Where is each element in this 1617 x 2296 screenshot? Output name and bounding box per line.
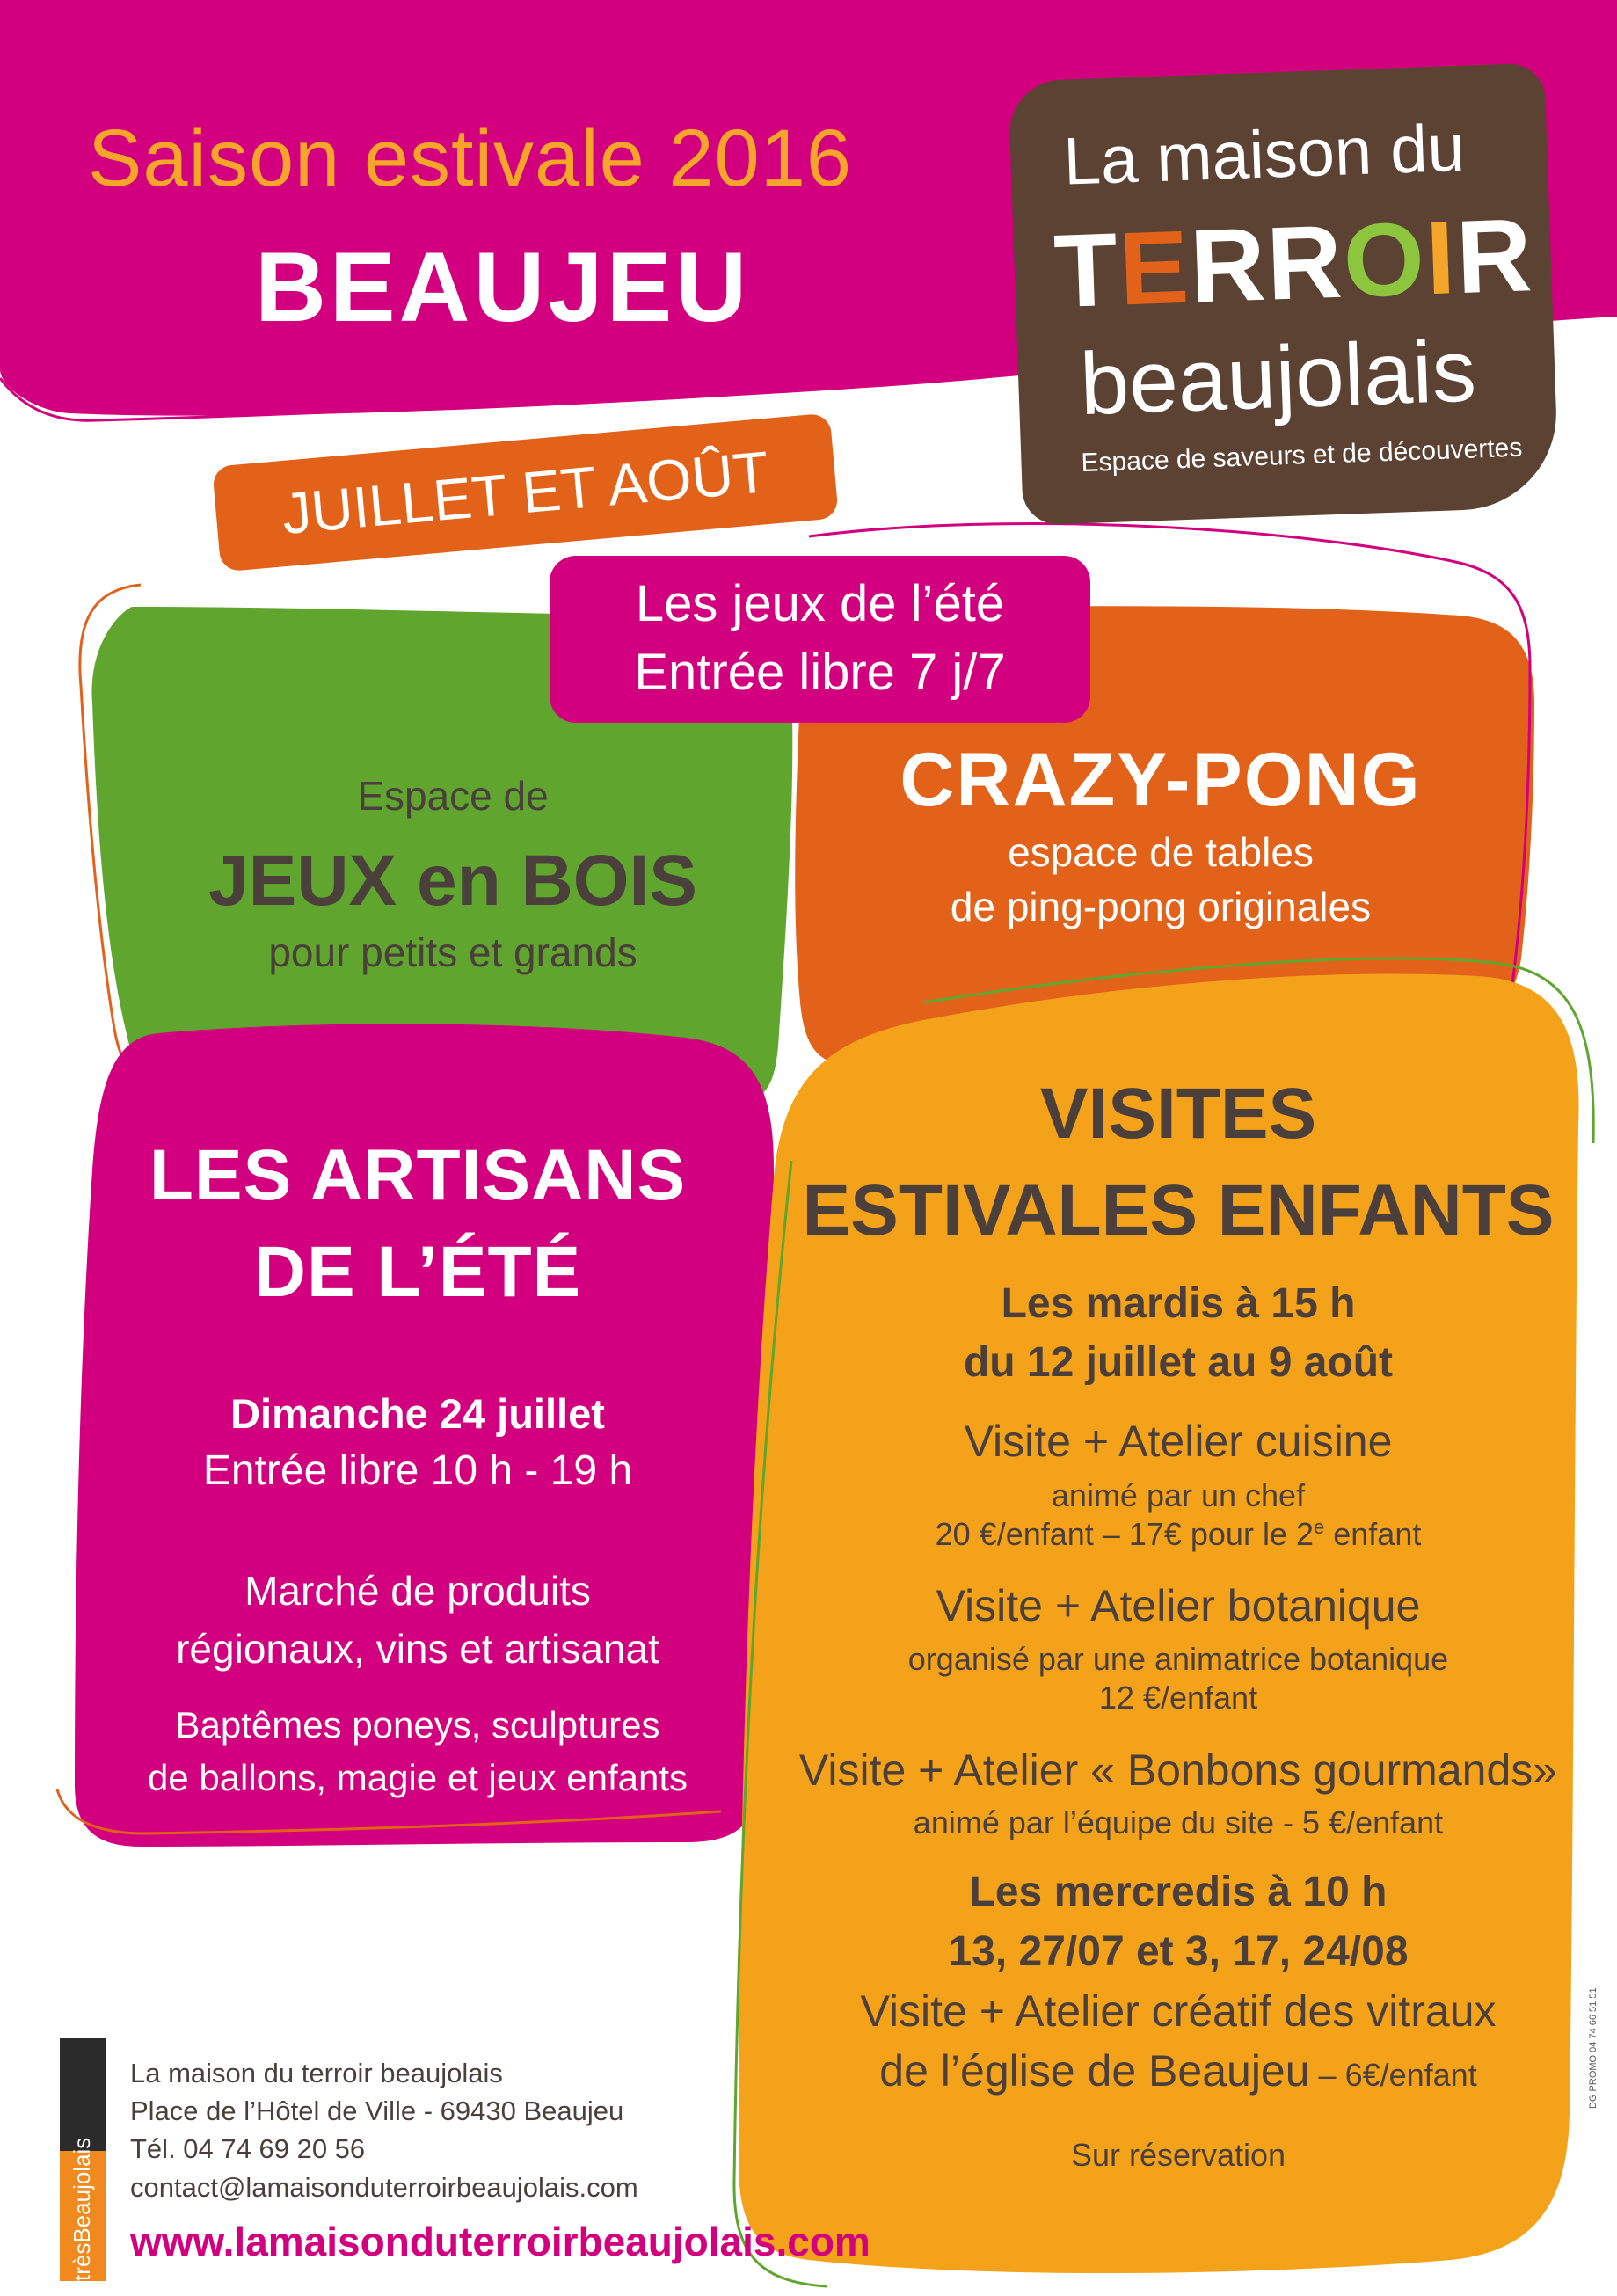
- botanique-line-1: organisé par une animatrice botanique: [907, 1641, 1449, 1677]
- pong-line-2: de ping-pong originales: [950, 884, 1372, 929]
- artisans-date: Dimanche 24 juillet: [230, 1390, 605, 1437]
- wood-subtitle: pour petits et grands: [268, 929, 637, 975]
- bonbons-title: Visite + Atelier « Bonbons gourmands»: [798, 1746, 1558, 1795]
- vitraux-line-1: Visite + Atelier créatif des vitraux: [860, 1986, 1497, 2036]
- bonbons-line-1: animé par l’équipe du site - 5 €/enfant: [913, 1804, 1444, 1840]
- cuisine-title: Visite + Atelier cuisine: [964, 1417, 1393, 1466]
- visits-tuesdays-2: du 12 juillet au 9 août: [963, 1339, 1394, 1386]
- artisans-title-1: LES ARTISANS: [149, 1135, 687, 1215]
- artisans-extra-2: de ballons, magie et jeux enfants: [147, 1757, 688, 1798]
- artisans-market-2: régionaux, vins et artisanat: [176, 1626, 659, 1672]
- logo: [1008, 63, 1559, 526]
- logo-terroir-letter: T: [1052, 211, 1122, 331]
- logo-terroir: [1053, 195, 1535, 332]
- logo-terroir-letter: O: [1341, 200, 1429, 320]
- logo-terroir-letter: R: [1188, 206, 1270, 325]
- footer-name: La maison du terroir beaujolais: [130, 2058, 503, 2088]
- logo-tagline: Espace de saveurs et de découvertes: [1080, 433, 1523, 478]
- logo-terroir-letter: R: [1264, 203, 1346, 323]
- pong-title: CRAZY-PONG: [900, 738, 1422, 822]
- wednesdays-2: 13, 27/07 et 3, 17, 24/08: [948, 1928, 1409, 1975]
- games-line-1: Les jeux de l’été: [635, 575, 1005, 632]
- visits-title-1: VISITES: [1039, 1074, 1317, 1154]
- artisans-entry: Entrée libre 10 h - 19 h: [202, 1447, 633, 1494]
- logo-terroir-letter: E: [1117, 208, 1192, 328]
- artisans-title-2: DE L’ÉTÉ: [253, 1232, 582, 1312]
- cuisine-line-2: 20 €/enfant – 17€ pour le 2e enfant: [935, 1516, 1422, 1552]
- games-line-2: Entrée libre 7 j/7: [634, 644, 1006, 701]
- games-badge: [550, 556, 1090, 723]
- tres-beaujolais-tag: [60, 2038, 106, 2281]
- wood-title: JEUX en BOIS: [208, 841, 697, 921]
- tag-top: [60, 2038, 106, 2151]
- artisans-extra-1: Baptêmes poneys, sculptures: [175, 1704, 660, 1746]
- footer-website-link[interactable]: www.lamaisonduterroirbeaujolais.com: [130, 2219, 870, 2264]
- pong-line-1: espace de tables: [1008, 829, 1314, 875]
- logo-line-3: beaujolais: [1078, 321, 1478, 434]
- artisans-market-1: Marché de produits: [244, 1568, 591, 1614]
- period-badge: JUILLET ET AOÛT: [212, 413, 839, 572]
- footer-phone: Tél. 04 74 69 20 56: [130, 2133, 366, 2164]
- logo-line-1: La maison du: [1062, 110, 1467, 200]
- vitraux-line-2: de l’église de Beaujeu – 6€/enfant: [879, 2046, 1477, 2096]
- reservation-note: Sur réservation: [1070, 2137, 1286, 2173]
- season-title: Saison estivale 2016: [88, 113, 853, 203]
- cuisine-line-1: animé par un chef: [1051, 1477, 1306, 1513]
- footer-address: Place de l’Hôtel de Ville - 69430 Beaujeu: [130, 2096, 624, 2126]
- visits-tuesdays-1: Les mardis à 15 h: [1001, 1280, 1356, 1327]
- print-credit: DG PROMO 04 74 66 51 51: [1588, 1987, 1599, 2109]
- logo-terroir-letter: I: [1424, 200, 1459, 317]
- footer-email[interactable]: contact@lamaisonduterroirbeaujolais.com: [130, 2172, 638, 2203]
- visits-title-2: ESTIVALES ENFANTS: [802, 1170, 1555, 1250]
- tag-text: trèsBeaujolais: [69, 2137, 95, 2281]
- wood-intro: Espace de: [357, 773, 549, 819]
- wednesdays-1: Les mercredis à 10 h: [969, 1869, 1388, 1915]
- city-title: BEAUJEU: [255, 232, 751, 342]
- botanique-title: Visite + Atelier botanique: [936, 1581, 1421, 1630]
- logo-terroir-letter: R: [1454, 197, 1535, 317]
- botanique-line-2: 12 €/enfant: [1098, 1680, 1258, 1716]
